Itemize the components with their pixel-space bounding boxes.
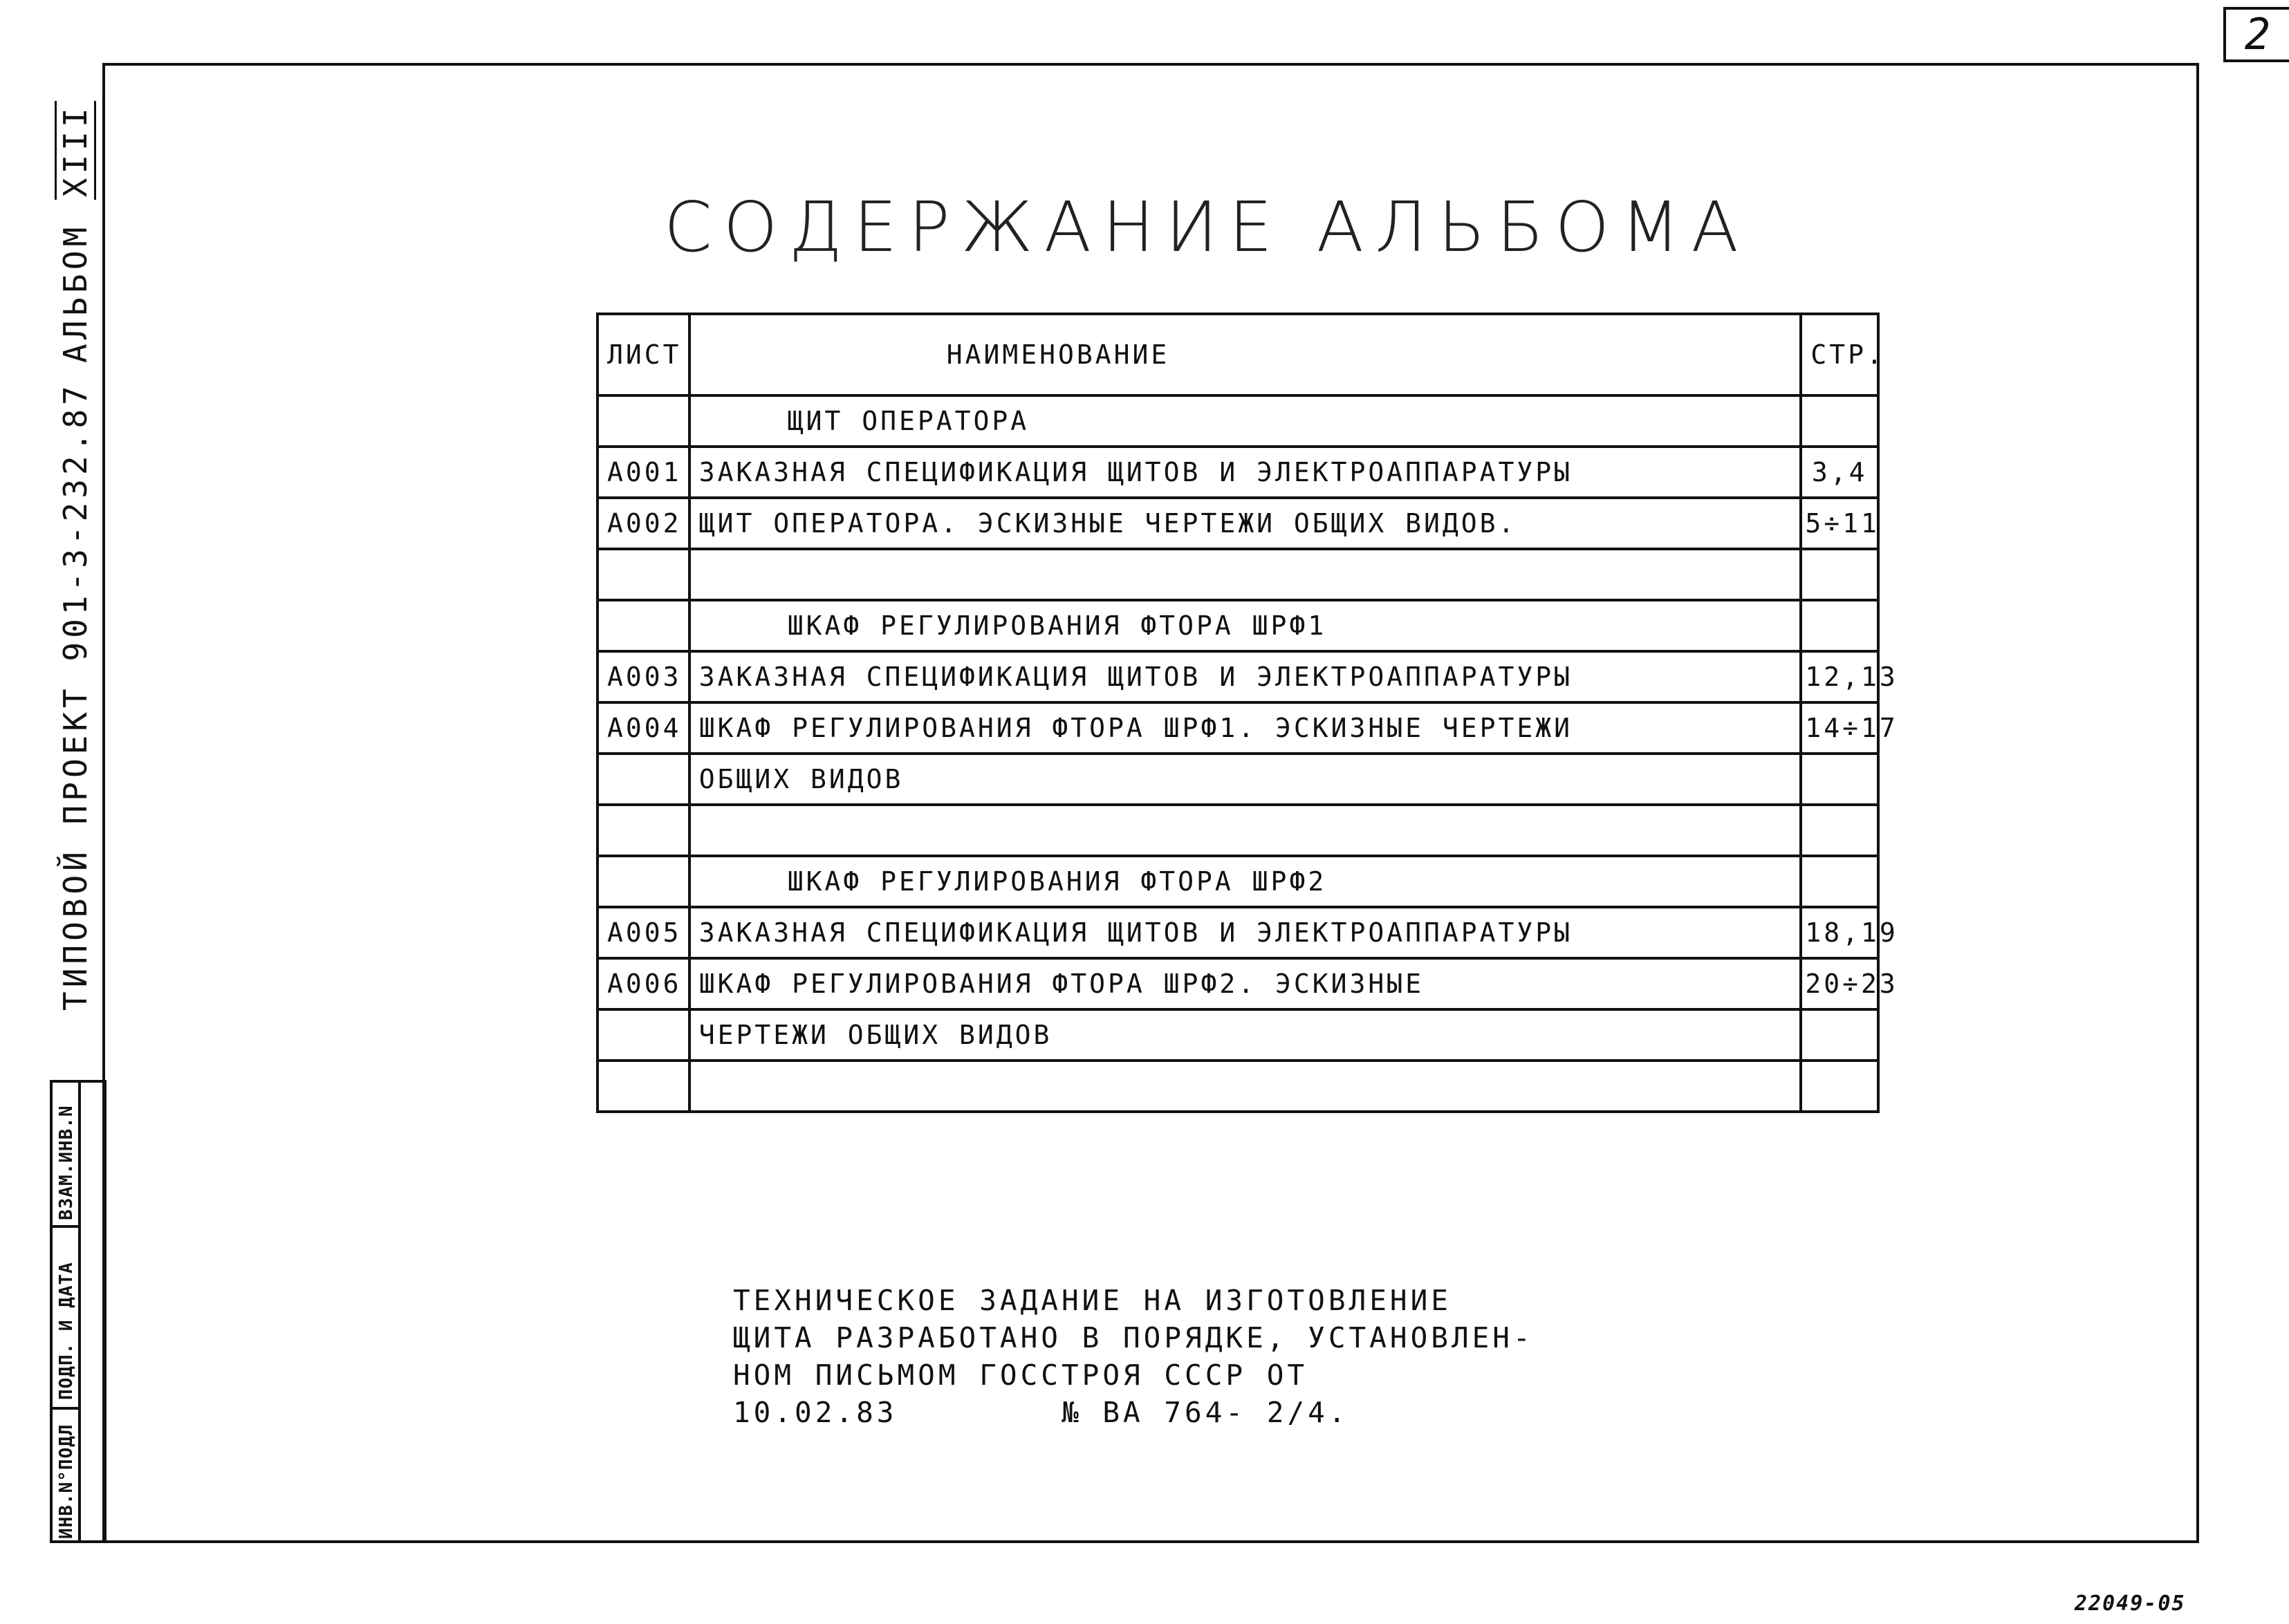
page-title: СОДЕРЖАНИЕ АЛЬБОМА <box>664 187 1750 268</box>
cell-page <box>1801 754 1878 805</box>
cell-sheet <box>597 754 689 805</box>
cell-sheet: А003 <box>597 651 689 702</box>
stamp-signature-date: ПОДП. И ДАТА <box>56 1262 77 1400</box>
album-label: АЛЬБОМ <box>57 223 94 363</box>
stamp-replacement-inv: ВЗАМ.ИНВ.N <box>56 1105 77 1220</box>
archive-reference: 22049-05 <box>2075 1592 2186 1616</box>
cell-name: ЗАКАЗНАЯ СПЕЦИФИКАЦИЯ ЩИТОВ И ЭЛЕКТРОАППАРАТУРЫ <box>689 651 1801 702</box>
note-line: 10.02.83 № ВА 764- 2/4. <box>733 1396 1349 1429</box>
table-row <box>597 395 1878 447</box>
cell-sheet <box>597 1009 689 1061</box>
contents-table <box>596 312 1898 1113</box>
table-row <box>597 958 1878 1009</box>
cell-name: ШКАФ РЕГУЛИРОВАНИЯ ФТОРА ШРФ2 <box>689 856 1801 907</box>
album-number: XIII <box>55 101 96 200</box>
cell-page <box>1801 1009 1878 1061</box>
table-row <box>597 856 1878 907</box>
cell-name: ЧЕРТЕЖИ ОБЩИХ ВИДОВ <box>689 1009 1801 1061</box>
table-row <box>597 447 1878 498</box>
cell-name: ЩИТ ОПЕРАТОРА <box>689 395 1801 447</box>
table-row <box>597 549 1878 600</box>
note-line: ТЕХНИЧЕСКОЕ ЗАДАНИЕ НА ИЗГОТОВЛЕНИЕ <box>733 1284 1452 1317</box>
cell-sheet: А001 <box>597 447 689 498</box>
table-row <box>597 1009 1878 1061</box>
cell-sheet <box>597 395 689 447</box>
table-row <box>597 702 1878 754</box>
cell-name: ШКАФ РЕГУЛИРОВАНИЯ ФТОРА ШРФ1 <box>689 600 1801 651</box>
cell-page <box>1801 549 1878 600</box>
cell-sheet: А004 <box>597 702 689 754</box>
cell-page <box>1801 856 1878 907</box>
album-caption <box>57 104 319 400</box>
cell-sheet: А005 <box>597 907 689 958</box>
cell-name: ЗАКАЗНАЯ СПЕЦИФИКАЦИЯ ЩИТОВ И ЭЛЕКТРОАППАРАТУРЫ <box>689 907 1801 958</box>
stamp-cell-original <box>56 1424 172 1560</box>
header-name: НАИМЕНОВАНИЕ <box>689 314 1801 395</box>
header-page: СТР. <box>1801 314 1878 395</box>
table-row <box>597 754 1878 805</box>
cell-name: ЗАКАЗНАЯ СПЕЦИФИКАЦИЯ ЩИТОВ И ЭЛЕКТРОАППАРАТУРЫ <box>689 447 1801 498</box>
header-sheet: ЛИСТ <box>597 314 689 395</box>
cell-sheet <box>597 805 689 856</box>
cell-sheet: А006 <box>597 958 689 1009</box>
stamp-cell-replacement <box>56 1105 172 1241</box>
cell-page: 20÷23 <box>1801 958 1878 1009</box>
table-row <box>597 1061 1878 1112</box>
table-row <box>597 907 1878 958</box>
sheet-number: 2 <box>2244 9 2271 59</box>
cell-sheet <box>597 549 689 600</box>
sheet-number-box <box>2223 7 2289 62</box>
stamp-original-inv: ИНВ.N°ПОДЛ <box>56 1424 77 1539</box>
cell-page: 5÷11 <box>1801 498 1878 549</box>
table-row <box>597 498 1878 549</box>
cell-page: 12,13 <box>1801 651 1878 702</box>
table-header-row <box>597 314 1878 395</box>
cell-name: ОБЩИХ ВИДОВ <box>689 754 1801 805</box>
cell-page <box>1801 1061 1878 1112</box>
cell-name <box>689 1061 1801 1112</box>
cell-name: ЩИТ ОПЕРАТОРА. ЭСКИЗНЫЕ ЧЕРТЕЖИ ОБЩИХ ВИДОВ. <box>689 498 1801 549</box>
cell-page: 14÷17 <box>1801 702 1878 754</box>
cell-page <box>1801 395 1878 447</box>
stamp-cell-signature <box>56 1262 194 1421</box>
cell-page <box>1801 805 1878 856</box>
note-line: НОМ ПИСЬМОМ ГОССТРОЯ СССР ОТ <box>733 1359 1308 1392</box>
cell-sheet <box>597 856 689 907</box>
cell-sheet: А002 <box>597 498 689 549</box>
cell-name: ШКАФ РЕГУЛИРОВАНИЯ ФТОРА ШРФ2. ЭСКИЗНЫЕ <box>689 958 1801 1009</box>
cell-page: 18,19 <box>1801 907 1878 958</box>
cell-sheet <box>597 1061 689 1112</box>
cell-page <box>1801 600 1878 651</box>
cell-name <box>689 805 1801 856</box>
cell-page: 3,4 <box>1801 447 1878 498</box>
table-row <box>597 805 1878 856</box>
cell-name: ШКАФ РЕГУЛИРОВАНИЯ ФТОРА ШРФ1. ЭСКИЗНЫЕ ЧЕРТЕЖИ <box>689 702 1801 754</box>
technical-note <box>733 1282 1534 1431</box>
cell-name <box>689 549 1801 600</box>
project-label: ТИПОВОЙ ПРОЕКТ 901-3-232.87 <box>57 382 94 1011</box>
table-row <box>597 600 1878 651</box>
note-line: ЩИТА РАЗРАБОТАНО В ПОРЯДКЕ, УСТАНОВЛЕН- <box>733 1321 1534 1354</box>
cell-sheet <box>597 600 689 651</box>
table-row <box>597 651 1878 702</box>
